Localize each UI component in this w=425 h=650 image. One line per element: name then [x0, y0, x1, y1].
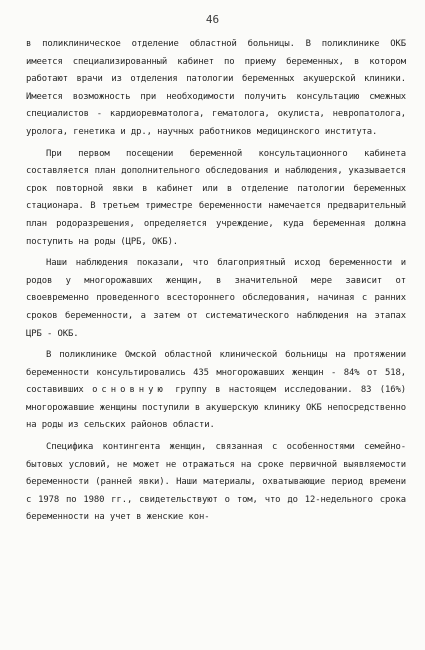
- paragraph-polyclinic-stats-end: группу в настоящем исследовании. 83 (16%) многорожавшие женщины поступили в акушерскую клинику ОКБ непосредственно на роды из сельских районов области.: [26, 385, 406, 431]
- document-body: [26, 36, 406, 531]
- paragraph-continuation: в поликлиническое отделение областной больницы. В поликлинике ОКБ имеется специализированный кабинет по приему беременных, в котором работают врачи из отделения патологии беременных акушерской клиники. Имеется возможность при необходимости получить консультацию смежных специалистов - кардиоревматолога, гематолога, окулиста, невропатолога, уролога, генетика и др., научных работников медицинского института.: [26, 39, 406, 137]
- page-number: 46: [205, 13, 220, 26]
- spaced-emphasis-word: основную: [92, 385, 167, 396]
- paragraph-polyclinic-stats-start: В поликлинике Омской областной клинической больницы на протяжении беременности консультировались 435 многорожавших женщин - 84% от 518, составивших: [26, 350, 406, 396]
- paragraph-first-visit: При первом посещении беременной консультационного кабинета составляется план дополнительного обследования и наблюдения, указывается срок повторной явки в кабинет или в отделение патологии беременных стационара. В третьем триместре беременности намечается предварительный план родоразрешения, определяется учреждение, куда беременная должна поступить на роды (ЦРБ, ОКБ).: [26, 148, 406, 247]
- paragraph-observations: Наши наблюдения показали, что благоприятный исход беременности и родов у многорожавших женщин, в значительной мере зависит от своевременно проведенного всестороннего обследования, начиная с ранних сроков беременности, а затем от систематического наблюдения на этапах ЦРБ - ОКБ.: [26, 258, 406, 339]
- paragraph-contingent: Специфика контингента женщин, связанная с особенностями семейно-бытовых условий, не может не отражаться на сроке первичной выявляемости беременности (ранней явки). Наши материалы, охватывающие период времени с 1978 по 1980 гг., свидетельствуют о том, что до 12-недельного срока беременности на учет в женские кон-: [26, 442, 406, 523]
- paragraph-polyclinic-stats: [26, 347, 406, 435]
